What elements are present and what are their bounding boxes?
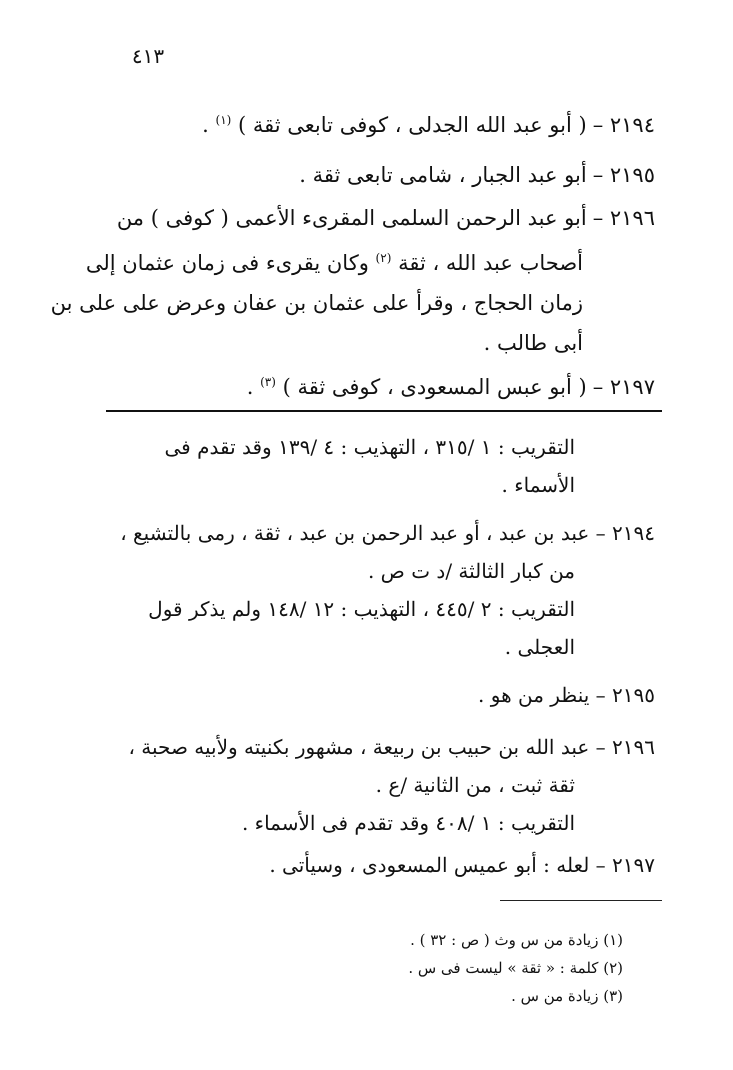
footnote-marker: (٢) <box>375 251 392 265</box>
note-number: ٢١٩٥ – <box>595 683 655 707</box>
entry-2196: ٢١٩٦ –أبو عبد الرحمن السلمى المقرىء الأعمى ( كوفى ) من أصحاب عبد الله ، ثقة $^{(٢)}$ وكان يقرىء فى زمان عثمان إلى زمان الحجاج ، وقرأ على عثمان بن عفان وعرض على على بن أبى طالب . <box>50 206 655 355</box>
note-number: ٢١٩٦ – <box>595 735 655 759</box>
entry-2197: ٢١٩٧ –( أبو عبس المسعودى ، كوفى ثقة ) $^{(٣)}$ . <box>246 375 655 399</box>
footnote-3: (٣) زيادة من س . <box>511 987 623 1005</box>
note-number: ٢١٩٤ – <box>595 521 655 545</box>
note-2197: ٢١٩٧ – لعله : أبو عميس المسعودى ، وسيأتى . <box>269 853 655 877</box>
entry-text: أبو عبد الجبار ، شامى تابعى ثقة . <box>299 163 587 187</box>
entry-number: ٢١٩٦ – <box>592 206 655 230</box>
entry-text: ( أبو عبد الله الجدلى ، كوفى تابعى ثقة ) <box>238 113 587 137</box>
note-2194: ٢١٩٤ – عبد بن عبد ، أو عبد الرحمن بن عبد ، ثقة ، رمى بالتشيع ، من كبار الثالثة /د ت ص . التقريب : ٢ /٤٤٥ ، التهذيب : ١٢ /١٤٨ ولم يذكر قول العجلى . <box>120 521 655 659</box>
entry-text: أبو عبد الرحمن السلمى المقرىء الأعمى ( كوفى ) من <box>116 206 587 230</box>
entry-text: ( أبو عبس المسعودى ، كوفى ثقة ) <box>282 375 587 399</box>
footnote-rule <box>500 900 662 901</box>
footnote-marker: (٣) <box>260 375 276 389</box>
entry-number: ٢١٩٧ – <box>592 375 655 399</box>
entry-number: ٢١٩٥ – <box>592 163 655 187</box>
entry-number: ٢١٩٤ – <box>592 113 655 137</box>
note-2196: ٢١٩٦ – عبد الله بن حبيب بن ربيعة ، مشهور بكنيته ولأبيه صحبة ، ثقة ثبت ، من الثانية /ع . التقريب : ١ /٤٠٨ وقد تقدم فى الأسماء . <box>128 735 655 835</box>
footnote-1: (١) زيادة من س وث ( ص : ٣٢ ) . <box>410 931 623 949</box>
section-divider <box>106 410 662 412</box>
note-number: ٢١٩٧ – <box>595 853 655 877</box>
entry-2194: ٢١٩٤ –( أبو عبد الله الجدلى ، كوفى تابعى ثقة ) $^{(١)}$ . <box>202 113 655 137</box>
note-2195: ٢١٩٥ – ينظر من هو . <box>478 683 655 707</box>
page-number: ٤١٣ <box>131 44 165 68</box>
footnote-marker: (١) <box>215 113 232 127</box>
footnote-2: (٢) كلمة : « ثقة » ليست فى س . <box>408 959 623 977</box>
note-intro: التقريب : ١ /٣١٥ ، التهذيب : ٤ /١٣٩ وقد تقدم فى الأسماء . <box>164 435 575 497</box>
entry-2195 <box>96 155 655 195</box>
